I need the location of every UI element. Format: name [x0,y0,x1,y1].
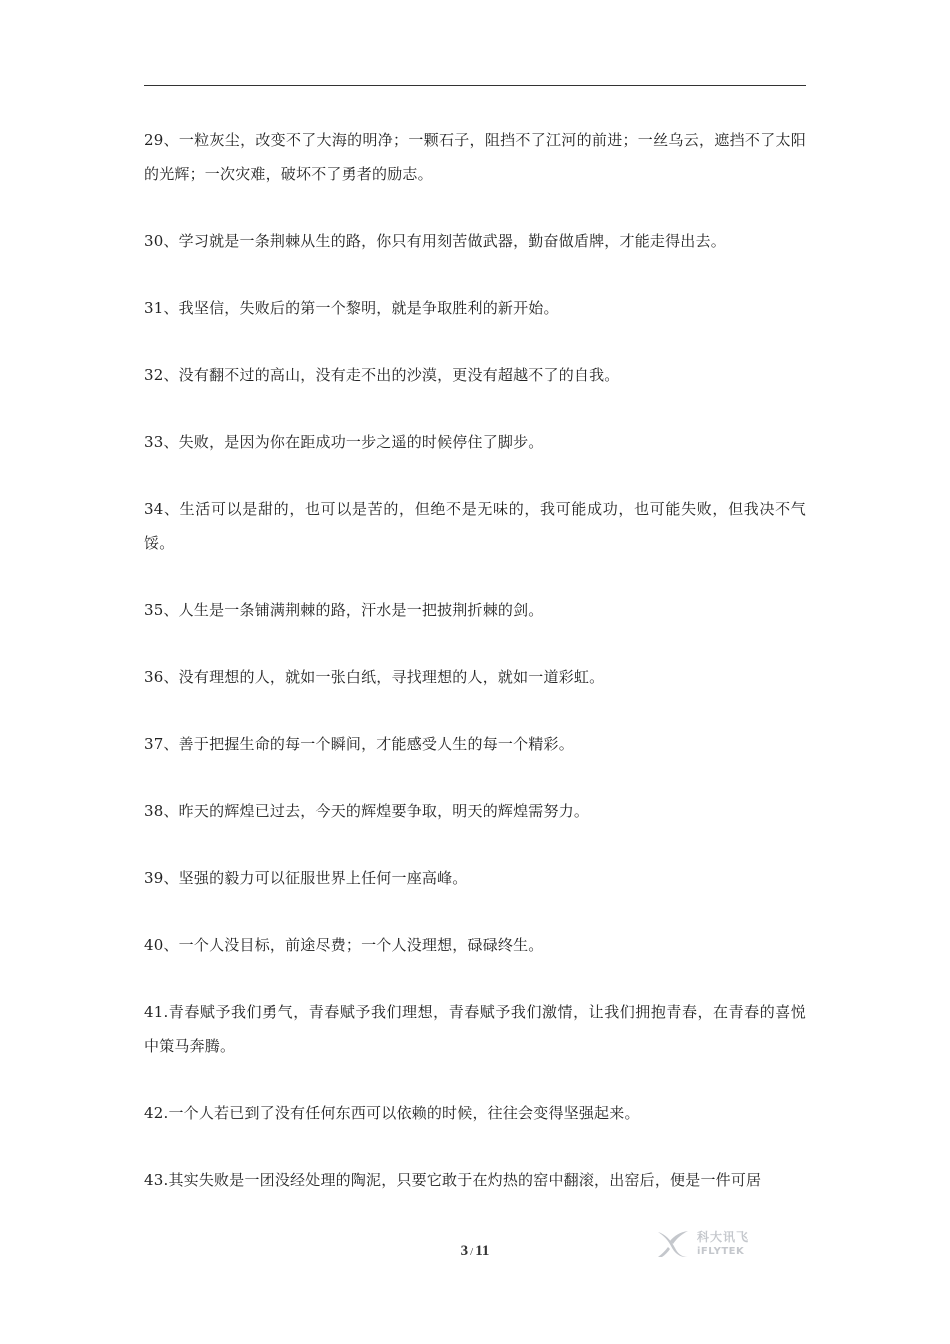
iflytek-logo [655,1226,775,1262]
page-separator: / [470,1246,474,1258]
page-current: 3 [460,1243,469,1259]
paragraph-35: 35、人生是一条铺满荆棘的路，汗水是一把披荆折棘的剑。 [144,601,544,619]
page-total: 11 [475,1243,490,1259]
paragraph-37: 37、善于把握生命的每一个瞬间，才能感受人生的每一个精彩。 [144,735,574,753]
logo-name-cn: 科大讯飞 [697,1230,750,1244]
paragraph-40: 40、一个人没目标，前途尽费；一个人没理想，碌碌终生。 [144,936,544,954]
paragraph-43: 43.其实失败是一团没经处理的陶泥，只要它敢于在灼热的窑中翻滚，出窑后，便是一件可居 [144,1171,762,1189]
logo-text [697,1231,749,1257]
iflytek-x-logo-icon [655,1228,691,1260]
paragraph-42: 42.一个人若已到了没有任何东西可以依赖的时候，往往会变得坚强起来。 [144,1104,640,1122]
header-rule [144,85,806,86]
paragraph-29: 29、一粒灰尘，改变不了大海的明净；一颗石子，阻挡不了江河的前进；一丝乌云，遮挡不了太阳的光辉；一次灾难，破坏不了勇者的励志。 [144,131,806,183]
paragraph-33: 33、失败，是因为你在距成功一步之遥的时候停住了脚步。 [144,433,544,451]
document-body [144,123,806,1230]
paragraph-34: 34、生活可以是甜的，也可以是苦的，但绝不是无味的，我可能成功，也可能失败，但我决不气馁。 [144,500,806,552]
paragraph-30: 30、学习就是一条荆棘从生的路，你只有用刻苦做武器，勤奋做盾牌，才能走得出去。 [144,232,726,250]
paragraph-41: 41.青春赋予我们勇气，青春赋予我们理想，青春赋予我们激情，让我们拥抱青春，在青春的喜悦中策马奔腾。 [144,1003,806,1055]
paragraph-38: 38、昨天的辉煌已过去，今天的辉煌要争取，明天的辉煌需努力。 [144,802,590,820]
paragraph-39: 39、坚强的毅力可以征服世界上任何一座高峰。 [144,869,468,887]
page-number [0,1243,950,1260]
paragraph-31: 31、我坚信，失败后的第一个黎明，就是争取胜利的新开始。 [144,299,559,317]
logo-name-en: iFLYTEK [697,1246,745,1257]
paragraph-32: 32、没有翻不过的高山，没有走不出的沙漠，更没有超越不了的自我。 [144,366,620,384]
paragraph-36: 36、没有理想的人，就如一张白纸，寻找理想的人，就如一道彩虹。 [144,668,605,686]
